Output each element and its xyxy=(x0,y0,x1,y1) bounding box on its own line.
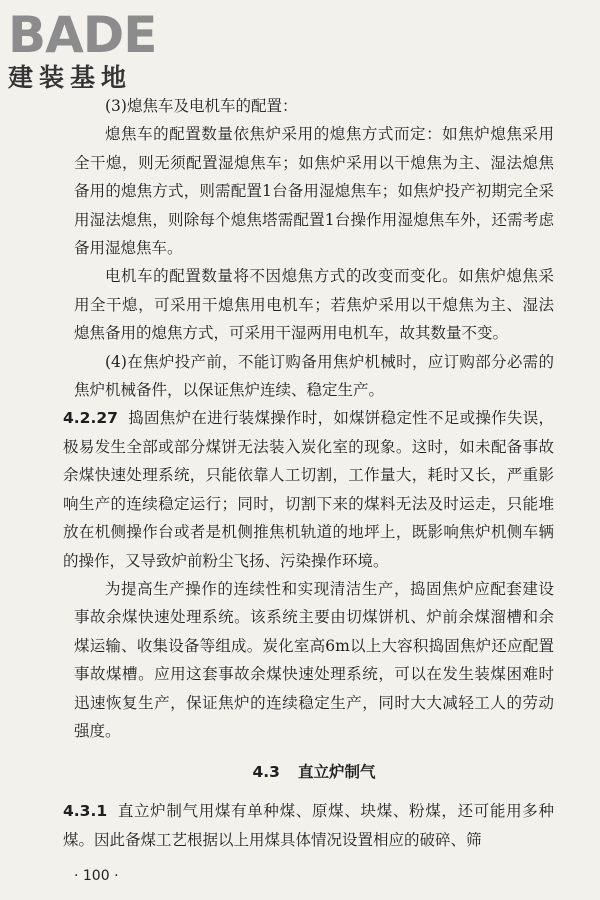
paragraph-electric-locomotive: 电机车的配置数量将不因熄焦方式的改变而变化。如焦炉熄焦采用全干熄，可采用干熄焦用电机车；若焦炉采用以干熄焦为主、湿法熄焦备用的熄焦方式，可采用干湿两用电机车，故其数量不变。 xyxy=(74,267,554,343)
section-number: 4.3 xyxy=(252,763,280,782)
paragraph-coke-car-heading: (3)熄焦车及电机车的配置： xyxy=(105,97,298,115)
paragraph-quench-car-config: 熄焦车的配置数量依焦炉采用的熄焦方式而定：如焦炉熄焦采用全干熄，则无须配置湿熄焦车；如焦炉采用以干熄焦为主、湿法熄焦备用的熄焦方式，则需配置1台备用湿熄焦车；如焦炉投产初期完全采用湿法熄焦，则除每个熄焦塔需配置1台操作用湿熄焦车外，还需考虑备用湿熄焦车。 xyxy=(74,125,554,258)
logo-wordmark xyxy=(8,6,178,58)
bade-logo xyxy=(8,6,178,92)
clause-number: 4.3.1 xyxy=(63,802,108,821)
logo-subtitle: 建装基地 xyxy=(8,63,133,92)
paragraph-spare-parts: (4)在焦炉投产前，不能订购备用焦炉机械时，应订购部分必需的焦炉机械备件，以保证焦炉连续、稳定生产。 xyxy=(74,352,554,400)
section-heading-4-3 xyxy=(74,759,554,785)
clause-number: 4.2.27 xyxy=(63,409,118,428)
page-number: · 100 · xyxy=(74,868,119,884)
clause-text: 捣固焦炉在进行装煤操作时，如煤饼稳定性不足或操作失误，极易发生全部或部分煤饼无法装入炭化室的现象。这时，如未配备事故余煤快速处理系统，只能依靠人工切割，工作量大，耗时又长，严重影响生产的连续稳定运行；同时，切割下来的煤料无法及时运走，只能堆放在机侧操作台或者是机侧推焦机轨道的地坪上，既影响焦炉机侧车辆的操作，又导致炉前粉尘飞扬、污染操作环境。 xyxy=(63,409,554,570)
clause-4-2-27 xyxy=(63,404,554,574)
logo-brand-text: BADE xyxy=(8,6,157,58)
clause-text: 直立炉制气用煤有单种煤、原煤、块煤、粉煤，还可能用多种煤。因此备煤工艺根据以上用煤具体情况设置相应的破碎、筛 xyxy=(63,802,554,849)
page-body xyxy=(63,92,554,854)
clause-4-3-1 xyxy=(63,797,554,854)
paragraph-waste-coal-system: 为提高生产操作的连续性和实现清洁生产，捣固焦炉应配套建设事故余煤快速处理系统。该系统主要由切煤饼机、炉前余煤溜槽和余煤运输、收集设备等组成。炭化室高6m以上大容积捣固焦炉还应配置事故煤槽。应用这套事故余煤快速处理系统，可以在发生装煤困难时迅速恢复生产，保证焦炉的连续稳定生产，同时大大减轻工人的劳动强度。 xyxy=(74,579,554,740)
section-title-text: 直立炉制气 xyxy=(297,763,376,782)
